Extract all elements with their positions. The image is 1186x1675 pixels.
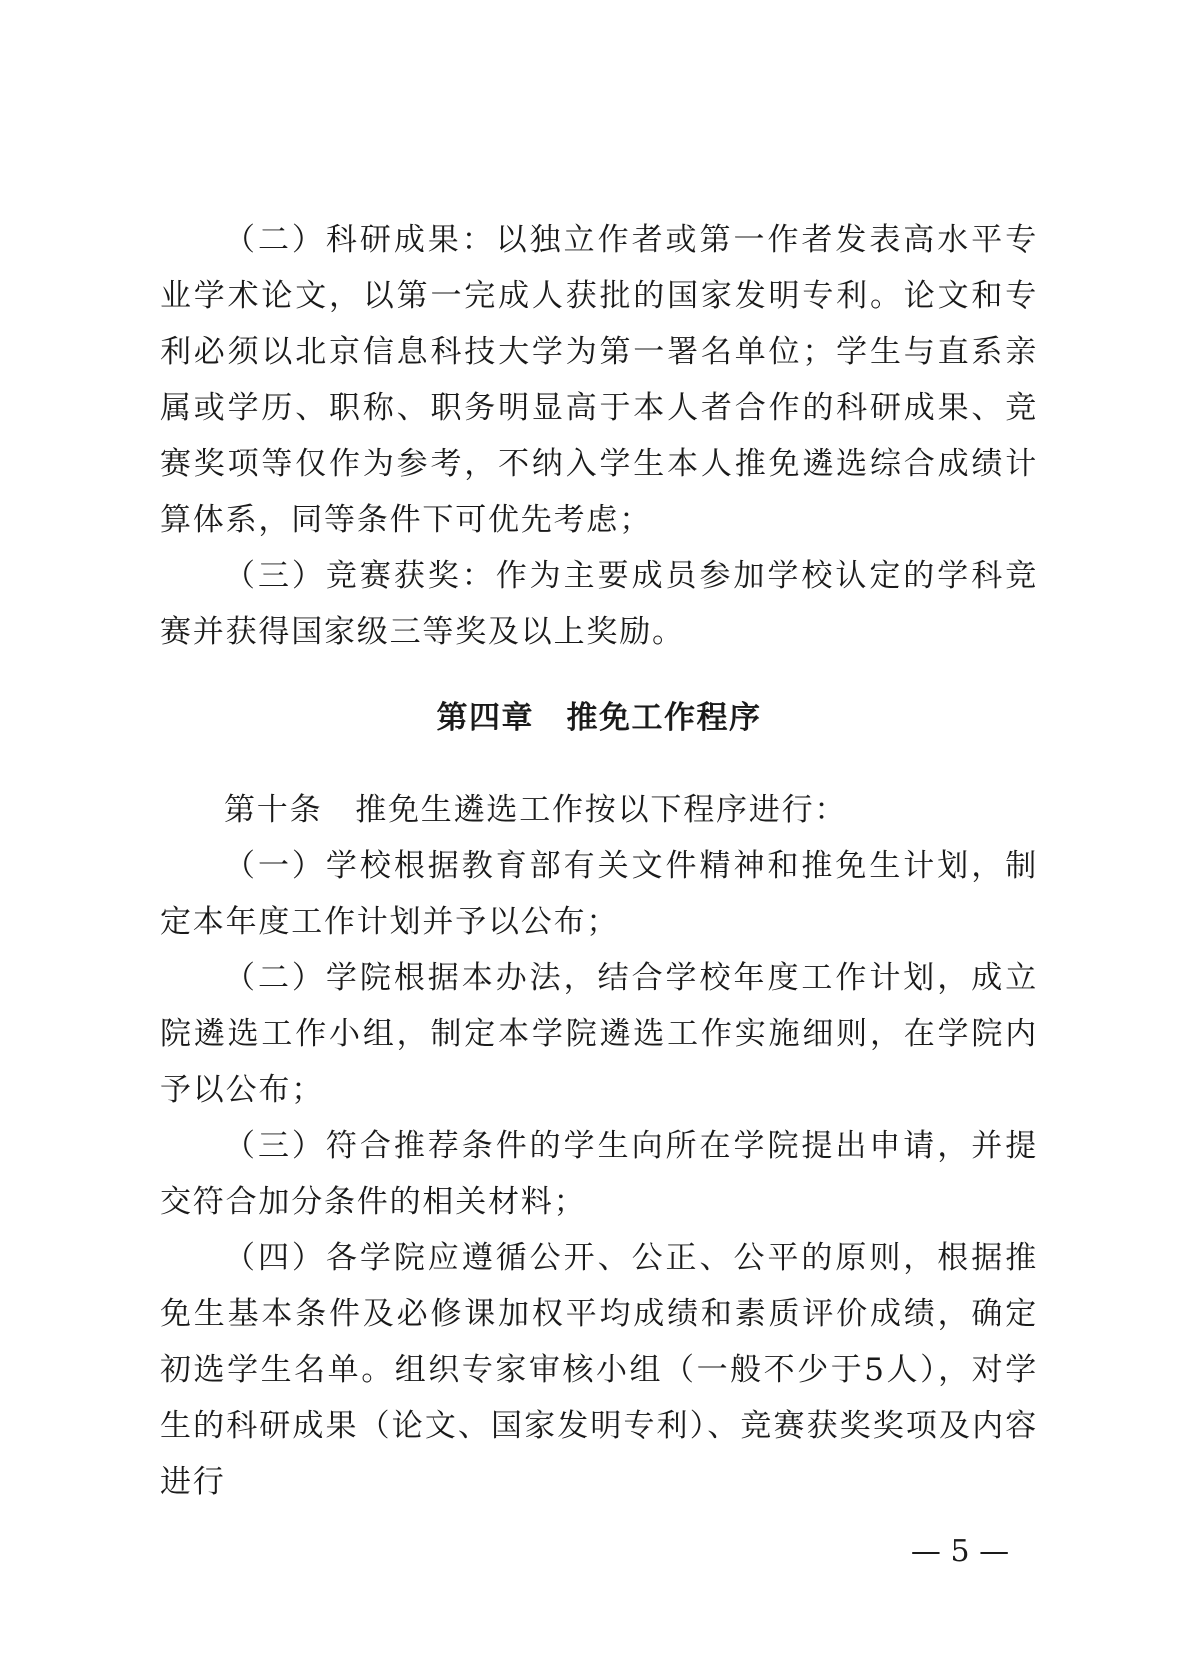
procedure-step-3: （三）符合推荐条件的学生向所在学院提出申请，并提交符合加分条件的相关材料； [160,1128,1038,1220]
procedure-step-4: （四）各学院应遵循公开、公正、公平的原则，根据推免生基本条件及必修课加权平均成绩和素质评价成绩，确定初选学生名单。组织专家审核小组（一般不少于5人），对学生的科研成果（论文、国家发明专利）、竞赛获奖奖项及内容进行 [160,1240,1038,1500]
chapter-heading: 第四章 推免工作程序 [436,700,762,736]
article-ten-heading: 第十条 推免生遴选工作按以下程序进行： [224,792,848,828]
procedure-step-2: （二）学院根据本办法，结合学校年度工作计划，成立院遴选工作小组，制定本学院遴选工作实施细则，在学院内予以公布； [160,960,1038,1108]
paragraph-research-results: （二）科研成果：以独立作者或第一作者发表高水平专业学术论文，以第一完成人获批的国家发明专利。论文和专利必须以北京信息科技大学为第一署名单位；学生与直系亲属或学历、职称、职务明显高于本人者合作的科研成果、竞赛奖项等仅作为参考，不纳入学生本人推免遴选综合成绩计算体系，同等条件下可优先考虑； [160,222,1038,538]
document-body [160,212,1038,1510]
paragraph-competition-awards: （三）竞赛获奖：作为主要成员参加学校认定的学科竞赛并获得国家级三等奖及以上奖励。 [160,558,1038,650]
procedure-step-1: （一）学校根据教育部有关文件精神和推免生计划，制定本年度工作计划并予以公布； [160,848,1038,940]
page-number: — 5 — [910,1534,1010,1569]
